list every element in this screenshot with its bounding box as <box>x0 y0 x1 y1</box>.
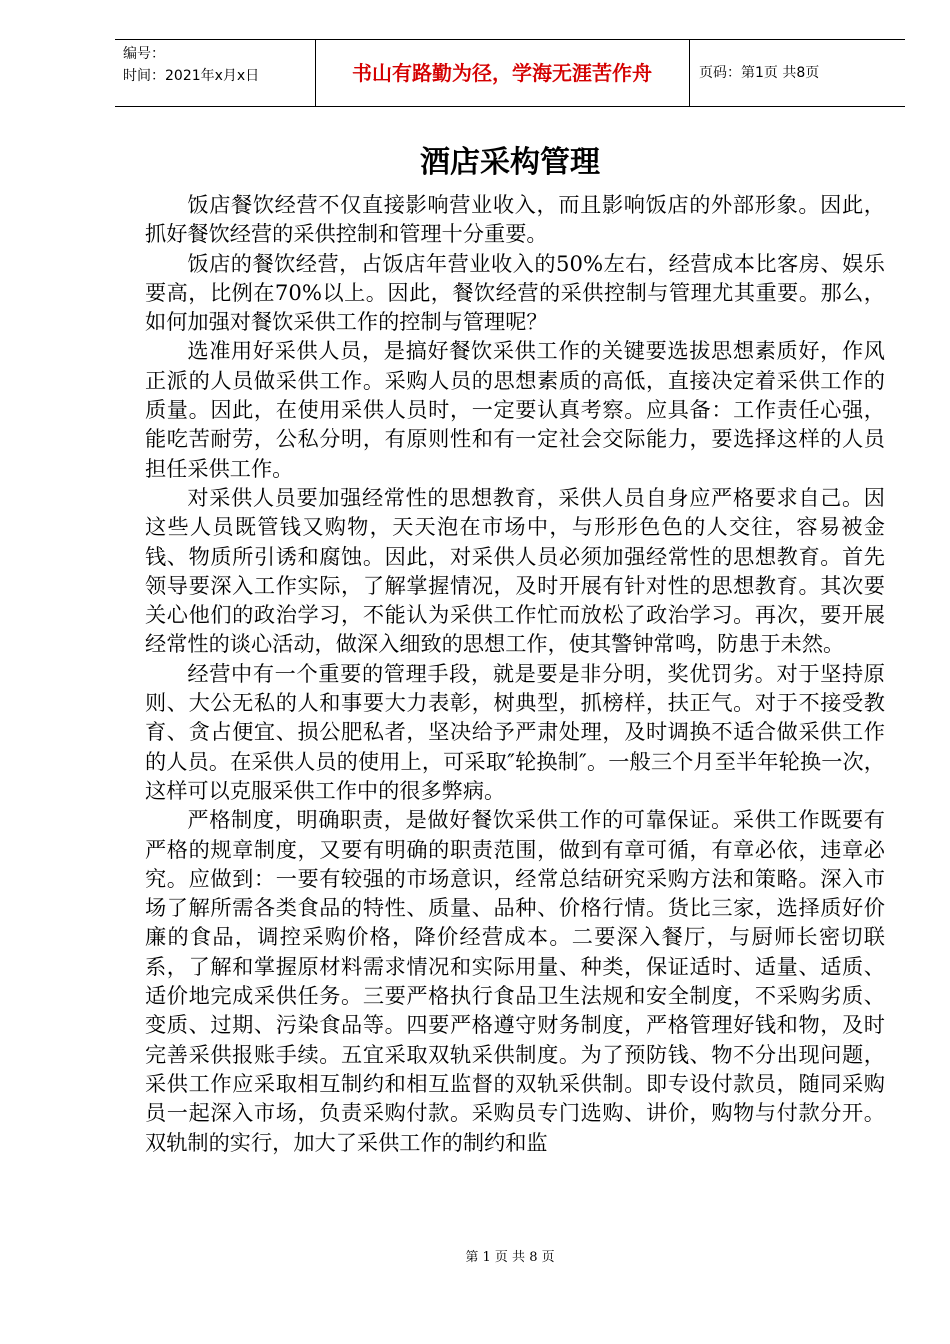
document-title: 酒店采构管理 <box>420 145 600 180</box>
header-meta <box>123 43 259 87</box>
paragraph-5: 经营中有一个重要的管理手段，就是要是非分明，奖优罚劣。对于坚持原则、大公无私的人和事要大力表彰，树典型，抓榜样，扶正气。对于不接受教育、贪占便宜、损公肥私者，坚决给予严肃处理，及时调换不适合做采供工作的人员。在采供人员的使用上，可采取″轮换制″。一般三个月至半年轮换一次，这样可以克服采供工作中的很多弊病。 <box>145 660 885 803</box>
page-footer: 第 1 页 共 8 页 <box>465 1250 555 1265</box>
page-header <box>115 39 905 107</box>
header-number-label: 编号： <box>123 46 165 62</box>
header-divider-right <box>689 40 690 106</box>
paragraph-2: 饭店的餐饮经营，占饭店年营业收入的50%左右，经营成本比客房、娱乐要高，比例在70%以上。因此，餐饮经营的采供控制与管理尤其重要。那么，如何加强对餐饮采供工作的控制与管理呢？ <box>145 250 885 335</box>
paragraph-6: 严格制度，明确职责，是做好餐饮采供工作的可靠保证。采供工作既要有严格的规章制度，又要有明确的职责范围，做到有章可循，有章必依，违章必究。应做到：一要有较强的市场意识，经常总结研究采购方法和策略。深入市场了解所需各类食品的特性、质量、品种、价格行情。货比三家，选择质好价廉的食品，调控采购价格，降价经营成本。二要深入餐厅，与厨师长密切联系，了解和掌握原材料需求情况和实际用量、种类，保证适时、适量、适质、适价地完成采供任务。三要严格执行食品卫生法规和安全制度，不采购劣质、变质、过期、污染食品等。四要严格遵守财务制度，严格管理好钱和物，及时完善采供报账手续。五宜采取双轨采供制度。为了预防钱、物不分出现问题，采供工作应采取相互制约和相互监督的双轨采供制。即专设付款员，随同采购员一起深入市场，负责采购付款。采购员专门选购、讲价，购物与付款分开。双轨制的实行，加大了采供工作的制约和监 <box>145 807 885 1155</box>
paragraph-3: 选准用好采供人员，是搞好餐饮采供工作的关键要选拔思想素质好，作风正派的人员做采供工作。采购人员的思想素质的高低，直接决定着采供工作的质量。因此，在使用采供人员时，一定要认真考察。应具备：工作责任心强，能吃苦耐劳，公私分明，有原则性和有一定社会交际能力，要选择这样的人员担任采供工作。 <box>145 338 885 481</box>
header-time-label: 时间：2021年x月x日 <box>123 68 260 84</box>
header-page-info: 页码：第1页 共8页 <box>699 65 820 81</box>
document-body <box>145 190 885 1157</box>
paragraph-1: 饭店餐饮经营不仅直接影响营业收入，而且影响饭店的外部形象。因此，抓好餐饮经营的采供控制和管理十分重要。 <box>145 192 885 247</box>
paragraph-4: 对采供人员要加强经常性的思想教育，采供人员自身应严格要求自己。因这些人员既管钱又购物，天天泡在市场中，与形形色色的人交往，容易被金钱、物质所引诱和腐蚀。因此，对采供人员必须加强经常性的思想教育。首先领导要深入工作实际，了解掌握情况，及时开展有针对性的思想教育。其次要关心他们的政治学习，不能认为采供工作忙而放松了政治学习。再次，要开展经常性的谈心活动，做深入细致的思想工作，使其警钟常鸣，防患于未然。 <box>145 484 885 657</box>
header-motto: 书山有路勤为径，学海无涯苦作舟 <box>352 61 652 85</box>
